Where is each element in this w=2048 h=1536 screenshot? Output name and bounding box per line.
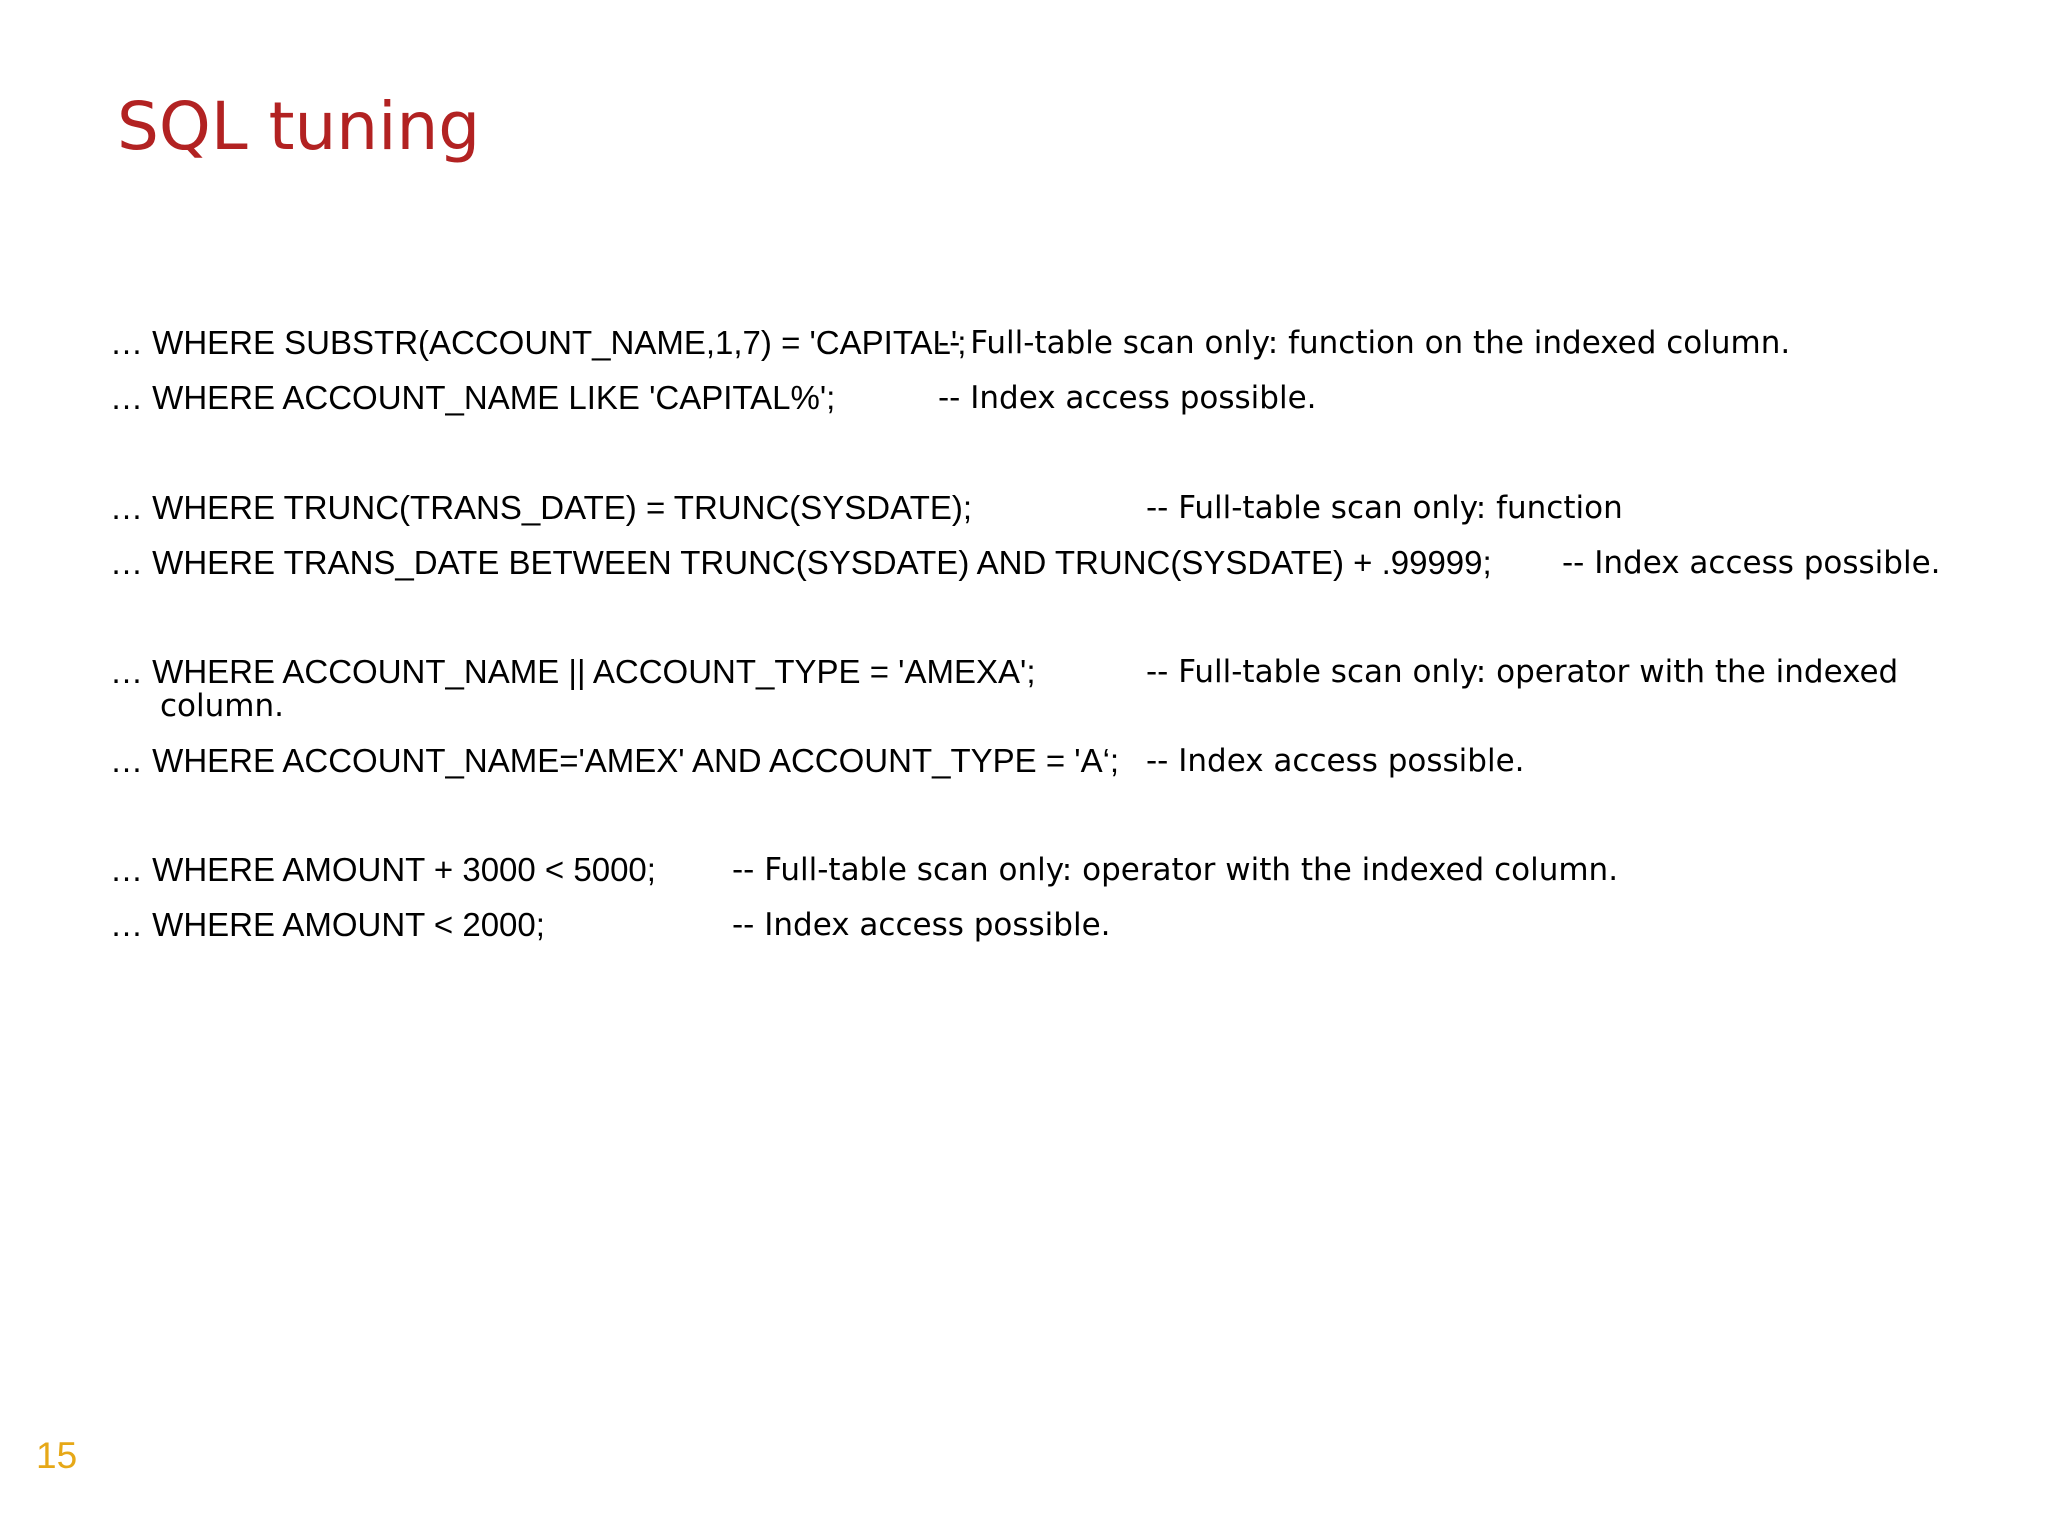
sql-code: … WHERE ACCOUNT_NAME='AMEX' AND ACCOUNT_TYPE = 'A‘; (110, 742, 1120, 779)
sql-comment: -- Index access possible. (732, 907, 1111, 943)
sql-comment: -- Full-table scan only: operator with the indexed column. (732, 852, 1619, 888)
sql-code: … WHERE ACCOUNT_NAME || ACCOUNT_TYPE = 'AMEXA'; (110, 653, 1036, 690)
comment-continuation: column. (160, 688, 284, 724)
sql-comment: -- Full-table scan only: operator with the indexed (1146, 654, 1899, 690)
sql-comment: -- Index access possible. (1146, 743, 1525, 779)
sql-code: … WHERE AMOUNT < 2000; (110, 906, 545, 943)
sql-code: … WHERE ACCOUNT_NAME LIKE 'CAPITAL%'; (110, 379, 836, 416)
sql-code: … WHERE AMOUNT + 3000 < 5000; (110, 851, 656, 888)
sql-comment: -- Full-table scan only: function on the indexed column. (938, 325, 1791, 361)
sql-code: … WHERE SUBSTR(ACCOUNT_NAME,1,7) = 'CAPITAL'; (110, 324, 967, 361)
sql-code: … WHERE TRUNC(TRANS_DATE) = TRUNC(SYSDATE); (110, 489, 973, 526)
sql-comment: -- Index access possible. (1562, 545, 1941, 581)
slide-title: SQL tuning (117, 88, 481, 165)
sql-comment: -- Index access possible. (938, 380, 1317, 416)
page-number: 15 (36, 1435, 78, 1476)
sql-comment: -- Full-table scan only: function (1146, 490, 1623, 526)
sql-code: … WHERE TRANS_DATE BETWEEN TRUNC(SYSDATE) AND TRUNC(SYSDATE) + .99999; (110, 544, 1492, 581)
